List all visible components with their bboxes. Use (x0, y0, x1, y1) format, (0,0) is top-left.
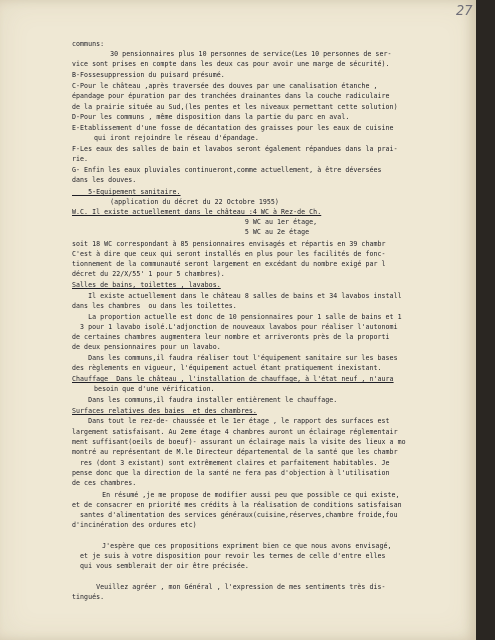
text-line: 30 pensionnaires plus 10 personnes de service(Les 10 personnes de ser- (86, 50, 392, 58)
text-line: besoin que d'une vérification. (86, 385, 215, 393)
page-number: 27 (456, 4, 473, 19)
text-line: E-Etablissement d'une fosse de décantation des graisses pour les eaux de cuisine (72, 124, 394, 132)
text-line: W.C. Il existe actuellement dans le château :4 WC à Rez-de Ch. (72, 208, 322, 216)
text-line: dans les chambres ou dans les toilettes. (72, 302, 237, 310)
text-line: Il existe actuellement dans le château 8 salles de bains et 34 lavabos install (72, 292, 402, 300)
text-line: vice sont prises en compte dans les deux cas pour avoir une marge de sécurité). (72, 60, 390, 68)
text-line: et de consacrer en priorité mes crédits à la réalisation de conditions satisfaisan (72, 501, 402, 509)
text-line: (application du décret du 22 Octobre 1955) (86, 198, 279, 206)
text-line: B-Fossesuppression du puisard présumé. (72, 71, 225, 79)
text-line: 5 WC au 2e étage (72, 228, 310, 236)
text-line: communs: (72, 40, 105, 48)
text-line: 5-Equipement sanitaire. (72, 188, 181, 196)
text-line: 9 WC au 1er étage, (72, 218, 318, 226)
text-line: C'est à dire que ceux qui seront installés en plus pour les facilités de fonc- (72, 250, 386, 258)
text-line: largement satisfaisant. Au 2eme étage 4 chambres auront un éclairage réglementair (72, 428, 398, 436)
text-line: J'espère que ces propositions expriment bien ce que nous avons envisagé, (86, 542, 392, 550)
text-line: Dans tout le rez-de- chaussée et le 1er étage , le rapport des surfaces est (72, 417, 390, 425)
text-line: de la prairie située au Sud,(les pentes et les niveaux permettant cette solution) (72, 103, 398, 111)
text-line: épandage pour épuration par des tranchées drainantes dans la couche radiculaire (72, 92, 390, 100)
text-line: de deux pensionnaires pour un lavabo. (72, 343, 221, 351)
text-line: de certaines chambres augmentera leur nombre et arriveronts près de la proporti (72, 333, 390, 341)
text-line: santes d'alimentation des services généraux(cuisine,réserves,chambre froide,fou (72, 511, 398, 519)
text-line: Chauffage Dans le château , l'installation de chauffage, à l'état neuf , n'aura (72, 375, 394, 383)
scan-border (476, 0, 495, 640)
text-line: qui vous semblerait der oir être précisée. (72, 562, 249, 570)
text-line: Dans les communs,il faudra réaliser tout l'équipement sanitaire sur les bases (72, 354, 398, 362)
text-line: montré au représentant de M.le Directeur départemental de la santé que les chambr (72, 448, 398, 456)
text-line: qui iront rejoindre le réseau d'épandage. (86, 134, 259, 142)
text-line: 3 pour 1 lavabo isolé.L'adjonction de nouveaux lavabos pour réaliser l'autonomi (72, 323, 398, 331)
text-line: pense donc que la direction de la santé ne fera pas d'objection à l'utilisation (72, 469, 390, 477)
text-line: G- Enfin les eaux pluviales continueront,comme actuellement, à être déversées (72, 166, 382, 174)
text-line: Veuillez agréer , mon Général , l'expression de mes sentiments très dis- (72, 583, 386, 591)
text-line: res (dont 3 existant) sont extrêmement claires et parfaitement habitables. Je (72, 459, 390, 467)
text-line: tionnement de la communauté seront largement en excédant du nombre exigé par l (72, 260, 386, 268)
text-line: soit 18 WC correspondant à 85 pensionnaires envisagés et répartis en 39 chambr (72, 240, 386, 248)
text-line: D-Pour les communs , même disposition dans la partie du parc en aval. (72, 113, 350, 121)
text-line: et je suis à votre disposition pour revoir les termes de celle d'entre elles (72, 552, 386, 560)
text-line: ment suffisant(oeils de boeuf)- assurant un éclairage mais la visite des lieux a mo (72, 438, 406, 446)
text-line: F-Les eaux des salles de bain et lavabos seront également répandues dans la prai- (72, 145, 398, 153)
text-line: des règlements en vigueur, l'équipement actuel étant pratiquement inexistant. (72, 364, 382, 372)
text-line: En résumé ,je me propose de modifier aussi peu que possible ce qui existe, (86, 491, 400, 499)
text-line: tingués. (72, 593, 105, 601)
text-line: Surfaces relatives des baies et des chambres. (72, 407, 257, 415)
text-line: d'incinération des ordures etc) (72, 521, 197, 529)
text-line: C-Pour le château ,après traversée des douves par une canalisation étanche , (72, 82, 378, 90)
text-line: rie. (72, 155, 89, 163)
text-line: décret du 22/X/55' 1 pour 5 chambres). (72, 270, 225, 278)
text-line: dans les douves. (72, 176, 137, 184)
text-line: Dans les communs,il faudra installer entièrement le chauffage. (72, 396, 338, 404)
text-line: La proportion actuelle est donc de 10 pensionnaires pour 1 salle de bains et 1 (72, 313, 402, 321)
text-line: Salles de bains, toilettes , lavabos. (72, 281, 221, 289)
text-line: de ces chambres. (72, 479, 137, 487)
